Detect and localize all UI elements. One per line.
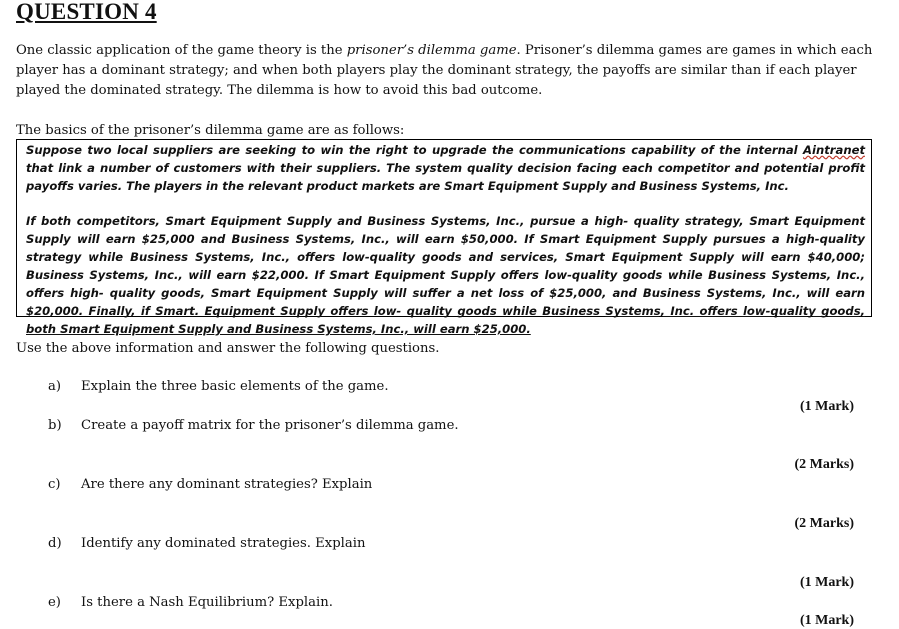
scenario-p2-start: If both competitors, Smart Equipment Supply and Business Systems, Inc., pursue a high- quality strategy, Smart Equipment Supply will earn $25,000 and Business Systems, Inc., will earn $50,000. If Smart Equipment Supply pursues a high-quality strategy while Business Systems, Inc., offers low-quality goods and services, Smart Equipment Supply will earn $40,000; Business Systems, Inc., will earn $22,000. If Smart Equipment Supply offers low-quality goods while Business Systems, Inc., offers high- quality goods, Smart Equipment Supply will suffer a net loss of $25,000, and Business Systems, Inc., will earn $20,000. Finally, if Smart. Equipment Supply offers low- quality goods while Business <box>26 214 865 318</box>
basics-label: The basics of the prisoner’s dilemma game are as follows: <box>16 123 405 138</box>
marks-label: (1 Mark) <box>799 575 854 590</box>
question-text: Are there any dominant strategies? Explain <box>81 477 373 492</box>
question-letter: b) <box>48 418 62 433</box>
question-item <box>48 535 365 553</box>
scenario-box <box>16 139 872 336</box>
intro-paragraph <box>16 41 874 101</box>
question-text: Identify any dominated strategies. Explain <box>81 536 366 551</box>
question-letter: c) <box>48 477 61 492</box>
question-letter: a) <box>48 379 62 394</box>
question-item <box>48 476 372 494</box>
question-text: Create a payoff matrix for the prisoner’s dilemma game. <box>81 418 459 433</box>
intro-text-end: . Prisoner’s dilemma games are games in which each player has a dominant strategy; and when both players play the dominant strategy, the payoffs are similar than if each player played the dominated strategy. The dilemma is how to avoid this bad outcome. <box>16 43 873 98</box>
question-heading: QUESTION 4 <box>16 0 157 24</box>
intro-italic-term: prisoner’s dilemma game <box>346 43 517 58</box>
question-text: Explain the three basic elements of the game. <box>81 379 389 394</box>
marks-label: (2 Marks) <box>794 457 854 472</box>
scenario-p1-end: that link a number of customers with their suppliers. The system quality decision facing each competitor and potential profit payoffs varies. The players in the relevant product markets are Smart Equipment Supply and Business Systems, Inc. <box>26 161 865 193</box>
question-text: Is there a Nash Equilibrium? Explain. <box>81 595 333 610</box>
scenario-p1-underlined-word: Aintranet <box>803 143 865 157</box>
marks-label: (1 Mark) <box>799 613 854 628</box>
question-item <box>48 594 333 612</box>
question-item <box>48 378 389 396</box>
intro-text-start: One classic application of the game theory is the <box>16 43 347 58</box>
scenario-paragraph-2 <box>26 212 865 338</box>
question-letter: d) <box>48 536 62 551</box>
question-letter: e) <box>48 595 61 610</box>
marks-label: (1 Mark) <box>799 399 854 414</box>
scenario-p2-end: Systems, Inc. offers low-quality goods, both Smart Equipment Supply and Business Systems, Inc., will earn $25,000. <box>26 304 865 336</box>
instruction-text: Use the above information and answer the following questions. <box>16 341 440 356</box>
scenario-p1-start: Suppose two local suppliers are seeking to win the right to upgrade the communications capability of the internal <box>26 143 804 157</box>
question-item <box>48 417 459 435</box>
scenario-paragraph-1 <box>26 141 865 195</box>
marks-label: (2 Marks) <box>794 516 854 531</box>
